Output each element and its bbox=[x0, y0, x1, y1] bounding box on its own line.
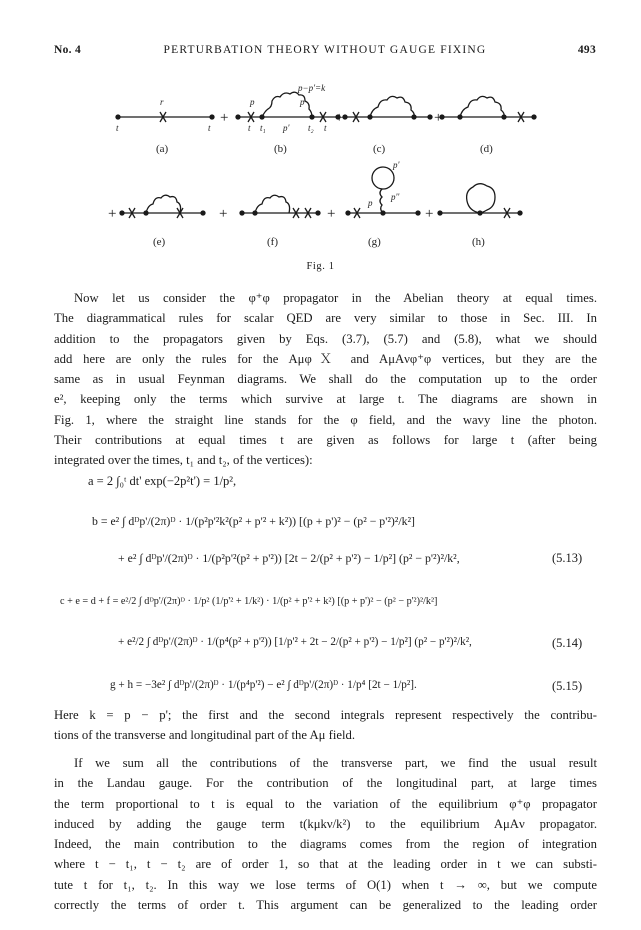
diagram-c bbox=[343, 96, 432, 122]
svg-text:p: p bbox=[250, 97, 255, 107]
label-d: (d) bbox=[480, 143, 493, 155]
diagram-d bbox=[440, 96, 536, 122]
text-line: Fig. 1, where the straight line stands for the φ field, and the wavy line the photon. bbox=[54, 412, 597, 427]
svg-text:t₁: t₁ bbox=[260, 123, 266, 133]
equation-number-514: (5.14) bbox=[552, 636, 583, 650]
text-line: add here are only the rules for the AμφＸ and AμAνφ⁺φ vertices, but they are the bbox=[54, 351, 597, 366]
svg-text:p': p' bbox=[283, 123, 290, 133]
text-line: in the Landau gauge. For the contribution of the longitudinal part, at large times bbox=[54, 776, 597, 791]
svg-text:+: + bbox=[434, 110, 443, 126]
text-line: Indeed, the main contribution to the diagrams comes from the region of integration bbox=[54, 837, 597, 852]
svg-text:+: + bbox=[220, 110, 229, 126]
diagram-g bbox=[346, 167, 420, 218]
page-number: 493 bbox=[577, 44, 596, 56]
label-h: (h) bbox=[472, 236, 485, 248]
equation-gh: g + h = −3e² ∫ dᴰp'/(2π)ᴰ · 1/(p⁴p'²) − e² ∫ dᴰp'/(2π)ᴰ · 1/p⁴ [2t − 1/p²]. bbox=[110, 679, 417, 691]
svg-text:t: t bbox=[324, 123, 327, 133]
label-e: (e) bbox=[153, 236, 166, 248]
equation-number-515: (5.15) bbox=[552, 679, 583, 693]
diagram-e bbox=[120, 195, 205, 218]
text-line: same as in usual Feynman diagrams. We shall do the computation up to the order bbox=[54, 372, 597, 387]
svg-text:r: r bbox=[160, 97, 164, 107]
feynman-diagrams-figure bbox=[0, 0, 641, 290]
svg-text:p: p bbox=[368, 198, 373, 208]
svg-text:t: t bbox=[116, 123, 119, 133]
svg-text:+: + bbox=[335, 110, 344, 126]
svg-text:t: t bbox=[208, 123, 211, 133]
svg-text:+: + bbox=[108, 206, 117, 222]
equation-number-513: (5.13) bbox=[552, 551, 583, 565]
paragraph-definition bbox=[54, 705, 597, 746]
text-line: Their contributions at equal times t are given as follows for large t (after being bbox=[54, 433, 597, 448]
label-b: (b) bbox=[274, 143, 287, 155]
label-a: (a) bbox=[156, 143, 169, 155]
paragraph-discussion bbox=[54, 753, 597, 915]
equation-a: a = 2 ∫₀ᵗ dt' exp(−2p²t') = 1/p², bbox=[88, 474, 237, 488]
label-g: (g) bbox=[368, 236, 381, 248]
journal-issue: No. 4 bbox=[54, 44, 82, 56]
figure-caption: Fig. 1 bbox=[306, 261, 335, 272]
text-line: Now let us consider the φ⁺φ propagator in the Abelian theory at equal times. bbox=[74, 291, 597, 305]
svg-text:+: + bbox=[425, 206, 434, 222]
equation-b-line1: b = e² ∫ dᴰp'/(2π)ᴰ · 1/(p²p'²k²(p² + p'² + k²)) [(p + p')² − (p² − p'²)²/k²] bbox=[92, 514, 415, 528]
svg-text:t₂: t₂ bbox=[308, 123, 314, 133]
text-line: e², keeping only the terms which survive at large t. The diagrams are shown in bbox=[54, 392, 597, 407]
text-line: tions of the transverse and longitudinal part of the Aμ field. bbox=[54, 728, 356, 743]
momentum-label: p−p'=k bbox=[298, 83, 326, 93]
text-line: correctly the terms of order t. This argument can be generalized to the leading order bbox=[54, 898, 597, 913]
equation-ce-line2: + e²/2 ∫ dᴰp'/(2π)ᴰ · 1/(p⁴(p² + p'²)) [1/p'² + 2t − 2/(p² + p'²) − 1/p²] (p² − p'²)²/k², bbox=[118, 636, 472, 648]
text-line: induced by adding the gauge term t(kμkν/k²) to the equilibrium AμAν propagator. bbox=[54, 816, 597, 831]
svg-text:p'': p'' bbox=[391, 192, 400, 202]
text-line: Here k = p − p'; the first and the second integrals represent respectively the contribu- bbox=[54, 708, 597, 722]
svg-text:+: + bbox=[327, 206, 336, 222]
equation-ce-line1: c + e = d + f = e²/2 ∫ dᴰp'/(2π)ᴰ · 1/p² (1/p'² + 1/k²) · 1/(p² + p'² + k²) [(p + p')² − (p² − p'²)²/k²] bbox=[60, 596, 438, 607]
text-line: The diagrammatical rules for scalar QED are very similar to those in Sec. III. In bbox=[54, 311, 597, 326]
text-line: the term proportional to t is equal to the variation of the equilibrium φ⁺φ propagator bbox=[54, 796, 597, 811]
diagram-f bbox=[240, 195, 320, 218]
text-line: If we sum all the contributions of the transverse part, we find the usual result bbox=[74, 756, 597, 770]
paragraph-intro bbox=[54, 288, 597, 471]
svg-text:t: t bbox=[248, 123, 251, 133]
svg-text:+: + bbox=[219, 206, 228, 222]
label-c: (c) bbox=[373, 143, 386, 155]
diagram-a bbox=[116, 112, 214, 122]
label-f: (f) bbox=[267, 236, 278, 248]
text-line: integrated over the times, t₁ and t₂, of the vertices): bbox=[54, 453, 313, 468]
diagram-h bbox=[438, 184, 522, 218]
text-line: addition to the propagators given by Eqs. (3.7), (5.7) and (5.8), what we should bbox=[54, 331, 597, 346]
equation-b-line2: + e² ∫ dᴰp'/(2π)ᴰ · 1/(p²p'²(p² + p'²)) [2t − 2/(p² + p'²) − 1/p²] (p² − p'²)²/k², bbox=[118, 551, 460, 565]
text-line: tute t for t₁, t₂. In this way we lose terms of O(1) when t → ∞, but we compute bbox=[54, 877, 597, 892]
svg-text:p': p' bbox=[393, 160, 400, 170]
text-line: where t − t₁, t − t₂ are of order 1, so that at the leading order in t we can substi- bbox=[54, 857, 597, 872]
svg-text:p: p bbox=[300, 97, 305, 107]
running-title: PERTURBATION THEORY WITHOUT GAUGE FIXING bbox=[163, 44, 487, 56]
